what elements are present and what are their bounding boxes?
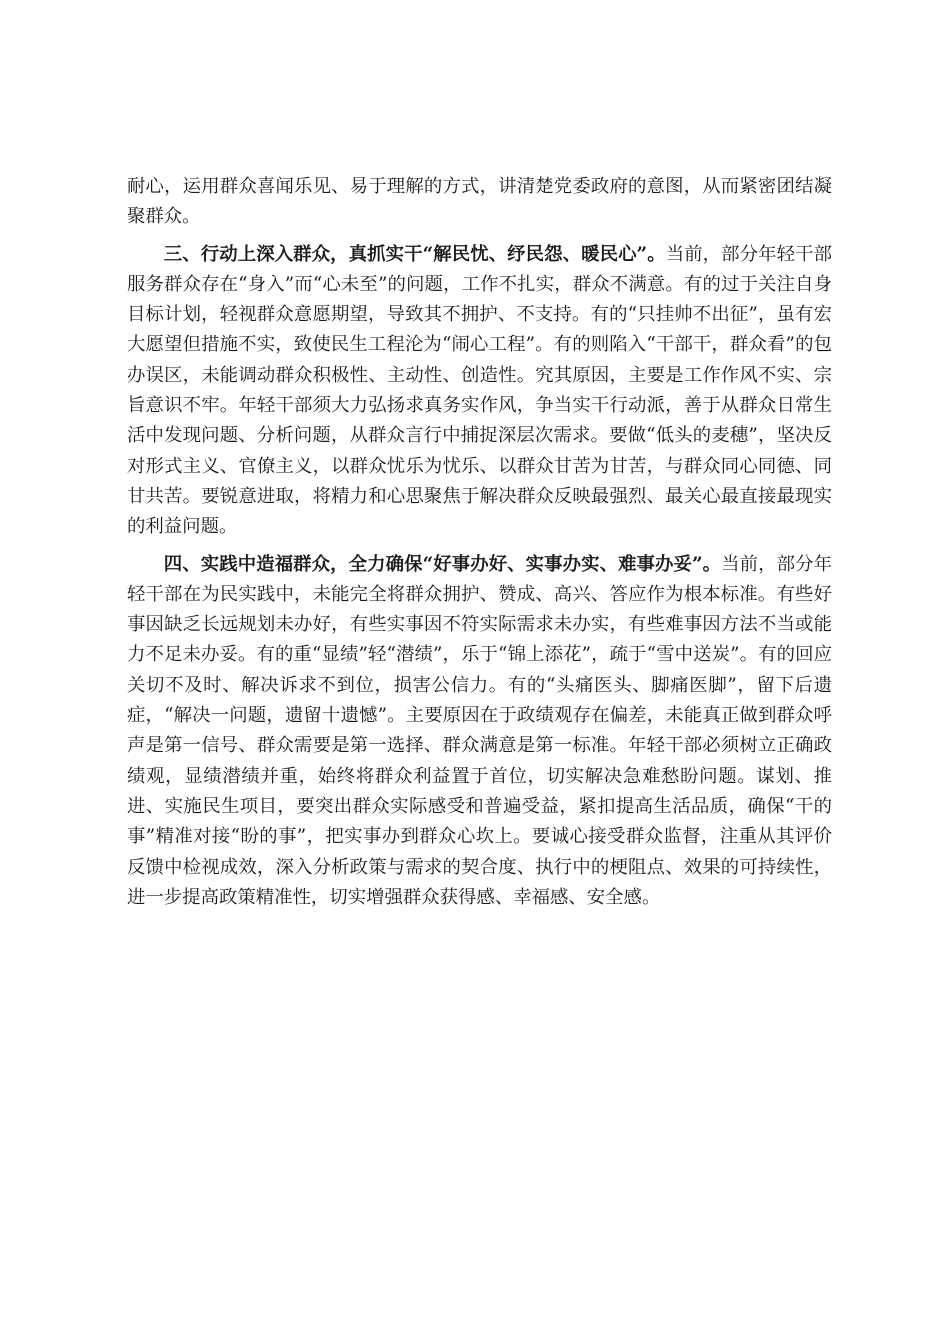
section-three-body-text: 当前，部分年轻干部服务群众存在“身入”而“心未至”的问题，工作不扎实，群众不满意。有的过于关注自身目标计划，轻视群众意愿期望，导致其不拥护、不支持。有的“只挂帅不出征”，虽有宏大愿望但措施不实，致使民生工程沦为“闹心工程”。有的则陷入“干部干，群众看”的包办误区，未能调动群众积极性、主动性、创造性。究其原因，主要是工作作风不实、宗旨意识不牢。年轻干部须大力弘扬求真务实作风，争当实干行动派，善于从群众日常生活中发现问题、分析问题，从群众言行中捕捉深层次需求。要做“低头的麦穗”，坚决反对形式主义、官僚主义，以群众忧乐为忧乐、以群众甘苦为甘苦，与群众同心同德、同甘共苦。要锐意进取，将精力和心思聚焦于解决群众反映最强烈、最关心最直接最现实的利益问题。 [127,243,832,538]
paragraph-section-four [127,550,832,914]
section-four-body-text: 当前，部分年轻干部在为民实践中，未能完全将群众拥护、赞成、高兴、答应作为根本标准。有些好事因缺乏长远规划未办好，有些实事因不符实际需求未办实，有些难事因方法不当或能力不足未办妥。有的重“显绩”轻“潜绩”，乐于“锦上添花”，疏于“雪中送炭”。有的回应关切不及时、解决诉求不到位，损害公信力。有的“头痛医头、脚痛医脚”，留下后遗症，“解决一问题，遗留十遗憾”。主要原因在于政绩观存在偏差，未能真正做到群众呼声是第一信号、群众需要是第一选择、群众满意是第一标准。年轻干部必须树立正确政绩观，显绩潜绩并重，始终将群众利益置于首位，切实解决急难愁盼问题。谋划、推进、实施民生项目，要突出群众实际感受和普遍受益，紧扣提高生活品质，确保“干的事”精准对接“盼的事”，把实事办到群众心坎上。要诚心接受群众监督，注重从其评价反馈中检视成效，深入分析政策与需求的契合度、执行中的梗阻点、效果的可持续性，进一步提高政策精准性，切实增强群众获得感、幸福感、安全感。 [127,553,832,908]
section-four-heading: 四、实践中造福群众，全力确保“好事办好、实事办实、难事办妥”。 [163,553,722,575]
section-three-heading: 三、行动上深入群众，真抓实干“解民忧、纾民怨、暖民心”。 [163,243,666,265]
document-body [127,172,832,913]
paragraph-section-three [127,240,832,543]
paragraph-continuation [127,172,832,233]
paragraph-body-text: 耐心，运用群众喜闻乐见、易于理解的方式，讲清楚党委政府的意图，从而紧密团结凝聚群众。 [127,176,832,228]
